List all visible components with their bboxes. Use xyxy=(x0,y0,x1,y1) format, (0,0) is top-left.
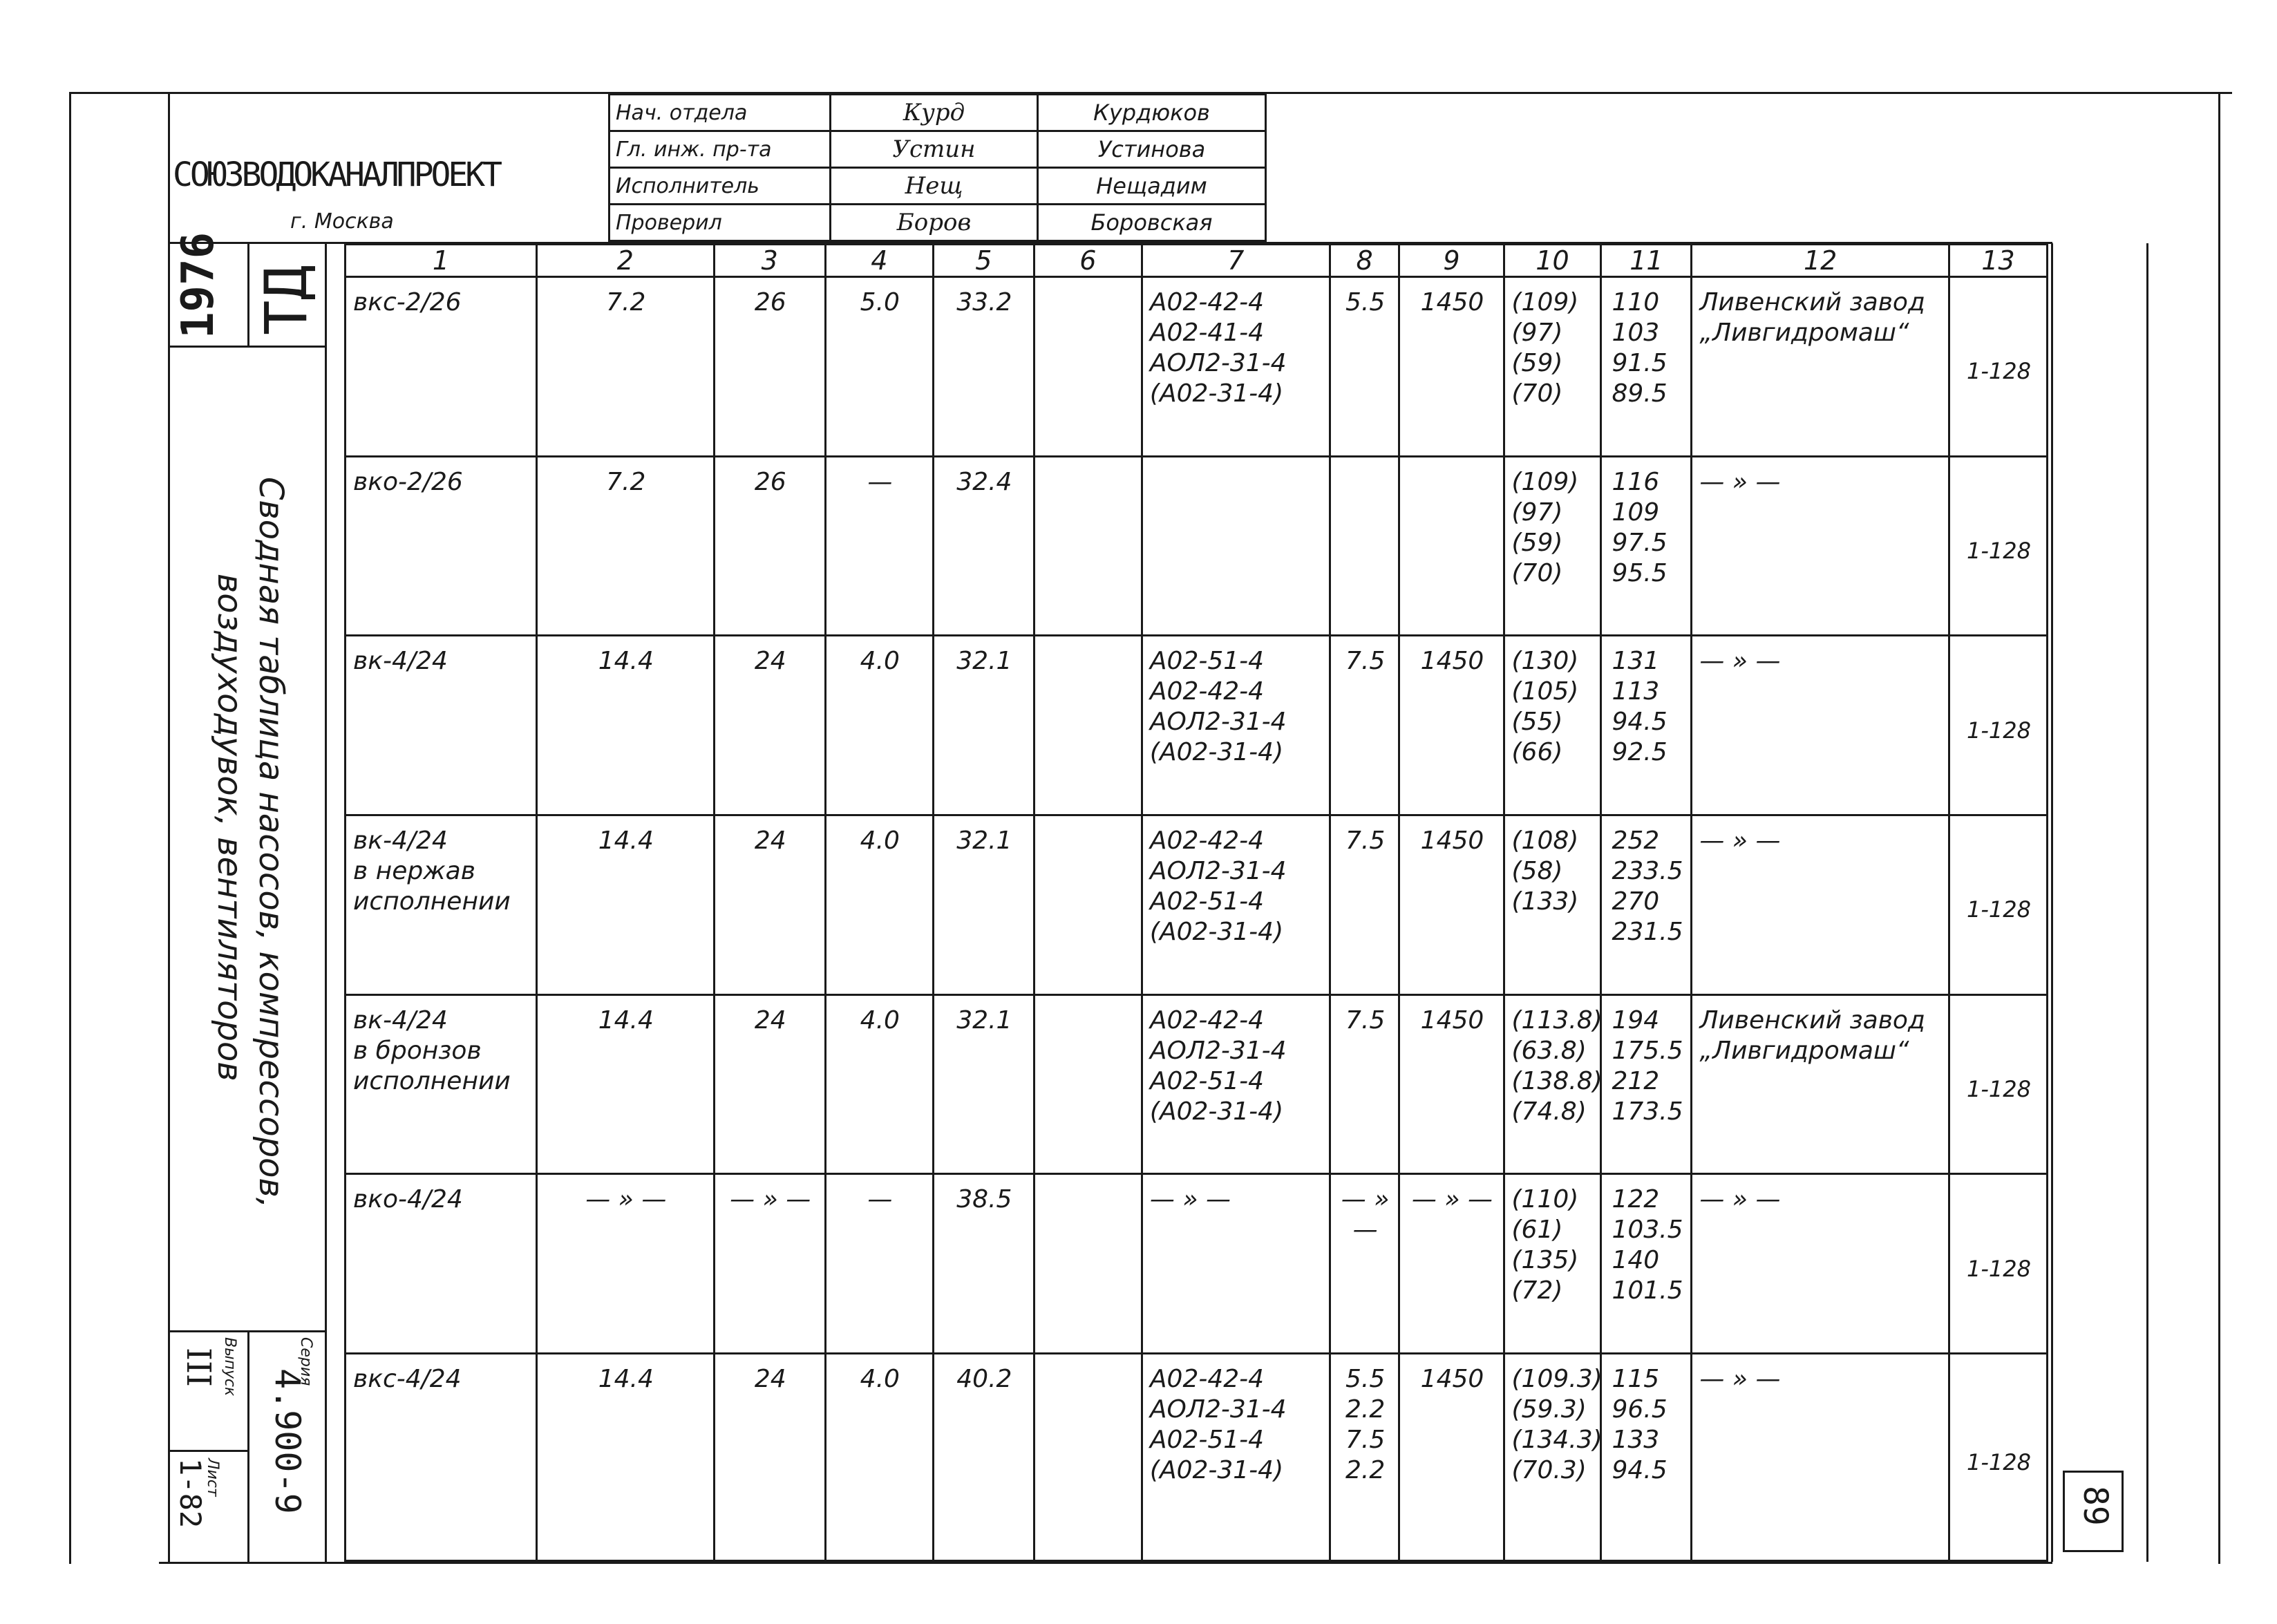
table-cell-c9: 1450 xyxy=(1399,994,1504,1174)
table-cell-c2: 14.4 xyxy=(536,994,714,1174)
table-cell-c4: 4.0 xyxy=(825,815,933,995)
table-cell-c13: 1-128 xyxy=(1949,456,2047,636)
table-cell-c13: 1-128 xyxy=(1949,636,2047,815)
side-seria-label: Серия xyxy=(297,1337,314,1386)
table-cell-c11: 252 233.5 270 231.5 xyxy=(1601,815,1692,995)
table-row xyxy=(346,815,2048,995)
table-cell-c6 xyxy=(1034,277,1142,457)
left-block-border xyxy=(168,92,170,1564)
table-cell-c9 xyxy=(1399,456,1504,636)
col-header: 5 xyxy=(933,245,1034,277)
table-row xyxy=(346,456,2048,636)
table-cell-c7: А02-42-4 АОЛ2-31-4 А02-51-4 (А02-31-4) xyxy=(1142,815,1330,995)
table-cell-c7: — » — xyxy=(1142,1174,1330,1354)
side-year: 1976 xyxy=(173,232,224,339)
side-list-label: Лист xyxy=(204,1458,221,1497)
col-header: 6 xyxy=(1034,245,1142,277)
table-row xyxy=(346,636,2048,815)
table-cell-c5: 32.1 xyxy=(933,994,1034,1174)
table-cell-c6 xyxy=(1034,815,1142,995)
table-cell-c2: 14.4 xyxy=(536,815,714,995)
table-cell-c9: 1450 xyxy=(1399,277,1504,457)
col-header: 11 xyxy=(1601,245,1692,277)
stamp-name: Боровская xyxy=(1038,205,1266,241)
side-title-line1: Сводная таблица насосов, компрессоров, xyxy=(252,477,290,1209)
table-cell-c11: 131 113 94.5 92.5 xyxy=(1601,636,1692,815)
table-cell-c11: 116 109 97.5 95.5 xyxy=(1601,456,1692,636)
col-header: 1 xyxy=(346,245,537,277)
table-cell-c5: 32.1 xyxy=(933,815,1034,995)
side-divider-top xyxy=(168,346,327,348)
table-cell-c8: — » — xyxy=(1330,1174,1399,1354)
table-cell-c4: 4.0 xyxy=(825,1354,933,1561)
col-header: 4 xyxy=(825,245,933,277)
table-cell-c1: вко-2/26 xyxy=(346,456,537,636)
table-cell-c13: 1-128 xyxy=(1949,1174,2047,1354)
stamp-row xyxy=(610,131,1266,168)
table-cell-c7: А02-42-4 АОЛ2-31-4 А02-51-4 (А02-31-4) xyxy=(1142,1354,1330,1561)
table-cell-c7: А02-42-4 А02-41-4 АОЛ2-31-4 (А02-31-4) xyxy=(1142,277,1330,457)
table-cell-c3: 24 xyxy=(714,636,825,815)
stamp-role: Гл. инж. пр-та xyxy=(610,131,831,168)
table-cell-c12: — » — xyxy=(1692,815,1949,995)
frame-left-line xyxy=(69,92,71,1564)
stamp-role: Исполнитель xyxy=(610,168,831,205)
table-cell-c2: 14.4 xyxy=(536,636,714,815)
main-table xyxy=(344,243,2048,1562)
table-cell-c12: — » — xyxy=(1692,456,1949,636)
table-cell-c9: 1450 xyxy=(1399,1354,1504,1561)
table-cell-c4: 4.0 xyxy=(825,636,933,815)
table-cell-c4: 5.0 xyxy=(825,277,933,457)
table-cell-c10: (130) (105) (55) (66) xyxy=(1504,636,1601,815)
table-cell-c3: 24 xyxy=(714,1354,825,1561)
side-vypusk-label: Выпуск xyxy=(221,1337,238,1397)
table-cell-c3: 24 xyxy=(714,815,825,995)
right-margin-right-border xyxy=(2146,243,2148,1562)
table-cell-c1: вко-4/24 xyxy=(346,1174,537,1354)
left-block-inner-border xyxy=(325,243,327,1562)
table-cell-c6 xyxy=(1034,1354,1142,1561)
stamp-signature: Курд xyxy=(831,95,1038,131)
table-cell-c11: 110 103 91.5 89.5 xyxy=(1601,277,1692,457)
table-cell-c11: 122 103.5 140 101.5 xyxy=(1601,1174,1692,1354)
stamp-row xyxy=(610,168,1266,205)
table-cell-c5: 38.5 xyxy=(933,1174,1034,1354)
col-header: 3 xyxy=(714,245,825,277)
table-cell-c11: 115 96.5 133 94.5 xyxy=(1601,1354,1692,1561)
table-cell-c12: — » — xyxy=(1692,1174,1949,1354)
table-cell-c9: — » — xyxy=(1399,1174,1504,1354)
stamp-signature: Устин xyxy=(831,131,1038,168)
right-margin-border xyxy=(2051,243,2053,1562)
table-cell-c8: 7.5 xyxy=(1330,636,1399,815)
table-row xyxy=(346,994,2048,1174)
table-cell-c4: — xyxy=(825,1174,933,1354)
table-cell-c10: (109) (97) (59) (70) xyxy=(1504,277,1601,457)
stamp-role: Проверил xyxy=(610,205,831,241)
table-cell-c1: вкс-4/24 xyxy=(346,1354,537,1561)
table-cell-c1: вк-4/24 в нержав исполнении xyxy=(346,815,537,995)
table-cell-c1: вк-4/24 xyxy=(346,636,537,815)
stamp-name: Устинова xyxy=(1038,131,1266,168)
table-cell-c1: вкс-2/26 xyxy=(346,277,537,457)
stamp-row xyxy=(610,205,1266,241)
table-cell-c10: (109.3) (59.3) (134.3) (70.3) xyxy=(1504,1354,1601,1561)
side-vypusk-value: III xyxy=(179,1348,218,1387)
col-header: 9 xyxy=(1399,245,1504,277)
org-city: г. Москва xyxy=(290,209,394,234)
col-header: 10 xyxy=(1504,245,1601,277)
table-cell-c5: 33.2 xyxy=(933,277,1034,457)
table-cell-c10: (109) (97) (59) (70) xyxy=(1504,456,1601,636)
table-cell-c3: 24 xyxy=(714,994,825,1174)
table-cell-c11: 194 175.5 212 173.5 xyxy=(1601,994,1692,1174)
stamp-signature: Боров xyxy=(831,205,1038,241)
page-number: 89 xyxy=(2076,1486,2115,1526)
table-cell-c7: А02-51-4 А02-42-4 АОЛ2-31-4 (А02-31-4) xyxy=(1142,636,1330,815)
table-cell-c12: Ливенский завод „Ливгидромаш“ xyxy=(1692,277,1949,457)
table-cell-c13: 1-128 xyxy=(1949,1354,2047,1561)
table-cell-c4: 4.0 xyxy=(825,994,933,1174)
table-cell-c6 xyxy=(1034,636,1142,815)
table-cell-c9: 1450 xyxy=(1399,636,1504,815)
table-cell-c12: — » — xyxy=(1692,1354,1949,1561)
table-cell-c10: (113.8) (63.8) (138.8) (74.8) xyxy=(1504,994,1601,1174)
table-row xyxy=(346,277,2048,457)
title-stamp xyxy=(608,93,1267,242)
table-cell-c13: 1-128 xyxy=(1949,277,2047,457)
frame-bottom-line xyxy=(159,1562,2052,1564)
col-header: 12 xyxy=(1692,245,1949,277)
table-cell-c10: (110) (61) (135) (72) xyxy=(1504,1174,1601,1354)
table-cell-c6 xyxy=(1034,1174,1142,1354)
table-cell-c3: — » — xyxy=(714,1174,825,1354)
table-cell-c6 xyxy=(1034,994,1142,1174)
table-cell-c5: 32.1 xyxy=(933,636,1034,815)
table-row xyxy=(346,1174,2048,1354)
table-cell-c13: 1-128 xyxy=(1949,994,2047,1174)
table-cell-c12: Ливенский завод „Ливгидромаш“ xyxy=(1692,994,1949,1174)
table-cell-c7 xyxy=(1142,456,1330,636)
table-cell-c8: 5.5 2.2 7.5 2.2 xyxy=(1330,1354,1399,1561)
table-cell-c7: А02-42-4 АОЛ2-31-4 А02-51-4 (А02-31-4) xyxy=(1142,994,1330,1174)
table-cell-c8: 7.5 xyxy=(1330,815,1399,995)
table-cell-c3: 26 xyxy=(714,277,825,457)
table-cell-c8 xyxy=(1330,456,1399,636)
table-cell-c1: вк-4/24 в бронзов исполнении xyxy=(346,994,537,1174)
side-list-value: 1-82 xyxy=(173,1458,207,1529)
table-cell-c8: 5.5 xyxy=(1330,277,1399,457)
side-seria-value: 4.900-9 xyxy=(267,1368,308,1514)
side-mid-line-bottom xyxy=(247,1330,249,1562)
col-header: 7 xyxy=(1142,245,1330,277)
stamp-role: Нач. отдела xyxy=(610,95,831,131)
stamp-name: Нещадим xyxy=(1038,168,1266,205)
header-row xyxy=(346,245,2048,277)
table-cell-c2: 7.2 xyxy=(536,456,714,636)
table-cell-c8: 7.5 xyxy=(1330,994,1399,1174)
frame-right-line xyxy=(2218,92,2220,1564)
table-cell-c10: (108) (58) (133) xyxy=(1504,815,1601,995)
stamp-name: Курдюков xyxy=(1038,95,1266,131)
side-mid-line xyxy=(247,243,249,346)
stamp-row xyxy=(610,95,1266,131)
table-cell-c9: 1450 xyxy=(1399,815,1504,995)
table-cell-c13: 1-128 xyxy=(1949,815,2047,995)
table-cell-c2: — » — xyxy=(536,1174,714,1354)
side-title-line2: воздуходувок, вентиляторов xyxy=(210,574,249,1082)
col-header: 13 xyxy=(1949,245,2047,277)
stamp-signature: Нещ xyxy=(831,168,1038,205)
side-td: ТД xyxy=(252,265,320,335)
table-row xyxy=(346,1354,2048,1561)
side-bottom-divider xyxy=(168,1450,247,1452)
table-cell-c5: 32.4 xyxy=(933,456,1034,636)
col-header: 8 xyxy=(1330,245,1399,277)
table-cell-c3: 26 xyxy=(714,456,825,636)
table-cell-c6 xyxy=(1034,456,1142,636)
table-cell-c2: 14.4 xyxy=(536,1354,714,1561)
table-cell-c12: — » — xyxy=(1692,636,1949,815)
table-cell-c2: 7.2 xyxy=(536,277,714,457)
org-name: СОЮЗВОДОКАНАЛПРОЕКТ xyxy=(173,155,500,194)
table-cell-c5: 40.2 xyxy=(933,1354,1034,1561)
col-header: 2 xyxy=(536,245,714,277)
table-cell-c4: — xyxy=(825,456,933,636)
